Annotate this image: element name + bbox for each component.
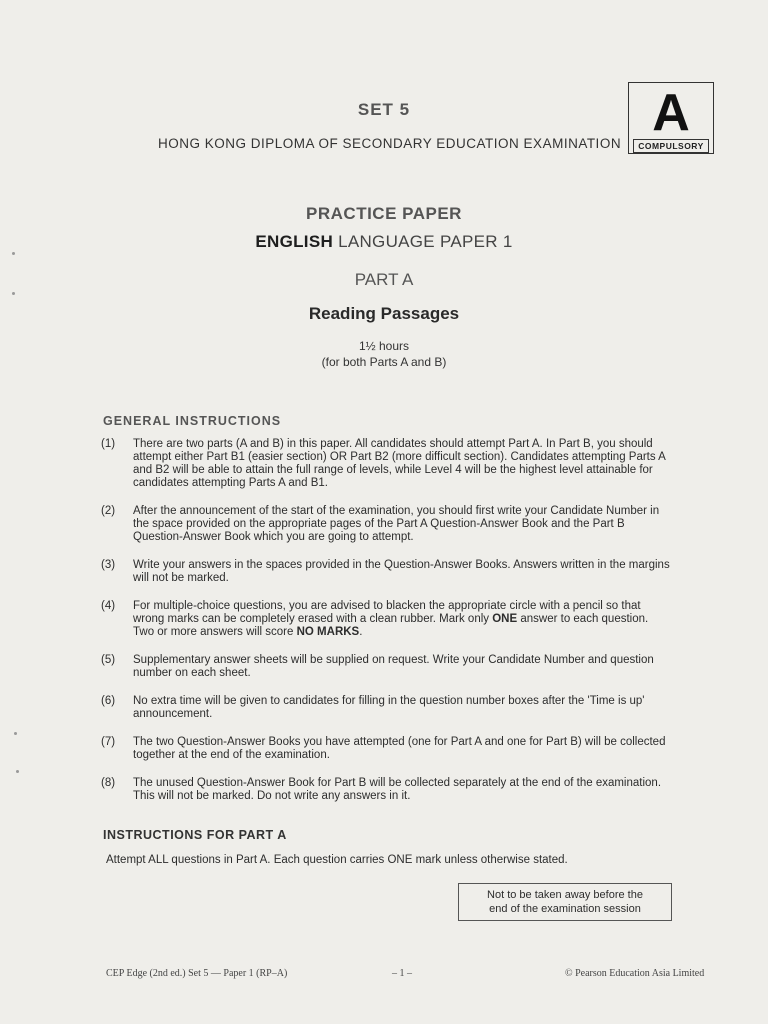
instruction-item bbox=[101, 559, 671, 585]
instruction-text-part: For multiple-choice questions, you are advised to blacken the appropriate circle with a pencil so that wrong marks can be completely erased with a clean rubber. Mark only bbox=[133, 600, 641, 625]
instruction-text-end: . bbox=[359, 626, 363, 638]
scan-speck bbox=[14, 732, 17, 735]
take-away-notice bbox=[458, 883, 672, 921]
instruction-text-part: answer to each question. Two or more answers will score bbox=[133, 613, 649, 638]
practice-paper-label: PRACTICE PAPER bbox=[306, 204, 462, 223]
scan-speck bbox=[12, 252, 15, 255]
footer-page-number: – 1 – bbox=[392, 968, 412, 979]
instruction-item bbox=[101, 505, 671, 544]
instruction-text: After the announcement of the start of the examination, you should first write your Candidate Number in the space provided on the appropriate pages of the Part A Question-Answer Book and the Part B Question-Answer Book which you are going to attempt. bbox=[133, 505, 660, 543]
exam-name: HONG KONG DIPLOMA OF SECONDARY EDUCATION EXAMINATION bbox=[158, 136, 622, 151]
instruction-text: Write your answers in the spaces provided in the Question-Answer Books. Answers written in the margins will not be marked. bbox=[133, 559, 670, 584]
instruction-text: Supplementary answer sheets will be supplied on request. Write your Candidate Number and question number on each sheet. bbox=[133, 654, 654, 679]
instruction-item bbox=[101, 654, 671, 680]
paper-title bbox=[0, 232, 768, 252]
part-label: PART A bbox=[354, 270, 414, 289]
duration-note: (for both Parts A and B) bbox=[321, 355, 447, 369]
general-instructions-heading: GENERAL INSTRUCTIONS bbox=[103, 414, 282, 428]
notice-line-1: Not to be taken away before the bbox=[487, 889, 643, 901]
badge-letter: A bbox=[652, 84, 690, 142]
instruction-text: There are two parts (A and B) in this paper. All candidates should attempt Part A. In Part B, you should attempt either Part B1 (easier section) OR Part B2 (more difficult section). Candidates attempting Parts A and B2 will be able to attain the full range of levels, while Level 4 will be the highest level attainable for candidates attempting Parts A and B1. bbox=[133, 438, 666, 489]
instruction-number: (3) bbox=[101, 559, 116, 571]
instruction-item bbox=[101, 695, 671, 721]
part-a-instructions-text: Attempt ALL questions in Part A. Each question carries ONE mark unless otherwise stated. bbox=[106, 854, 568, 866]
notice-line-2: end of the examination session bbox=[489, 903, 641, 915]
paper-title-bold: ENGLISH bbox=[255, 232, 334, 251]
instruction-item bbox=[101, 777, 671, 803]
instruction-item bbox=[101, 438, 671, 490]
instruction-number: (4) bbox=[101, 600, 116, 612]
paper-title-rest: LANGUAGE PAPER 1 bbox=[338, 232, 513, 251]
scan-speck bbox=[12, 292, 15, 295]
instruction-item bbox=[101, 736, 671, 762]
set-title: SET 5 bbox=[357, 100, 411, 119]
section-subtitle: Reading Passages bbox=[308, 304, 460, 323]
badge-label: COMPULSORY bbox=[633, 139, 709, 153]
footer-source: CEP Edge (2nd ed.) Set 5 — Paper 1 (RP–A) bbox=[106, 968, 288, 979]
instruction-text: The two Question-Answer Books you have attempted (one for Part A and one for Part B) will be collected together at the end of the examination. bbox=[133, 736, 666, 761]
instruction-text: The unused Question-Answer Book for Part B will be collected separately at the end of the examination. This will not be marked. Do not write any answers in it. bbox=[133, 777, 662, 802]
scan-speck bbox=[16, 770, 19, 773]
duration-block bbox=[0, 338, 768, 370]
instruction-item bbox=[101, 600, 671, 639]
compulsory-badge bbox=[628, 82, 714, 154]
instruction-number: (2) bbox=[101, 505, 116, 517]
instruction-text: No extra time will be given to candidates for filling in the question number boxes after the 'Time is up' announcement. bbox=[133, 695, 645, 720]
instruction-number: (6) bbox=[101, 695, 116, 707]
instruction-number: (7) bbox=[101, 736, 116, 748]
emphasis-one: ONE bbox=[492, 613, 518, 625]
instruction-number: (1) bbox=[101, 438, 116, 450]
instruction-number: (8) bbox=[101, 777, 116, 789]
instruction-number: (5) bbox=[101, 654, 116, 666]
emphasis-no-marks: NO MARKS bbox=[296, 626, 360, 638]
part-a-instructions-heading: INSTRUCTIONS FOR PART A bbox=[103, 828, 287, 842]
duration: 1½ hours bbox=[358, 339, 410, 353]
footer-copyright: © Pearson Education Asia Limited bbox=[565, 968, 705, 979]
instruction-text bbox=[133, 600, 648, 638]
general-instructions-list bbox=[101, 438, 671, 818]
